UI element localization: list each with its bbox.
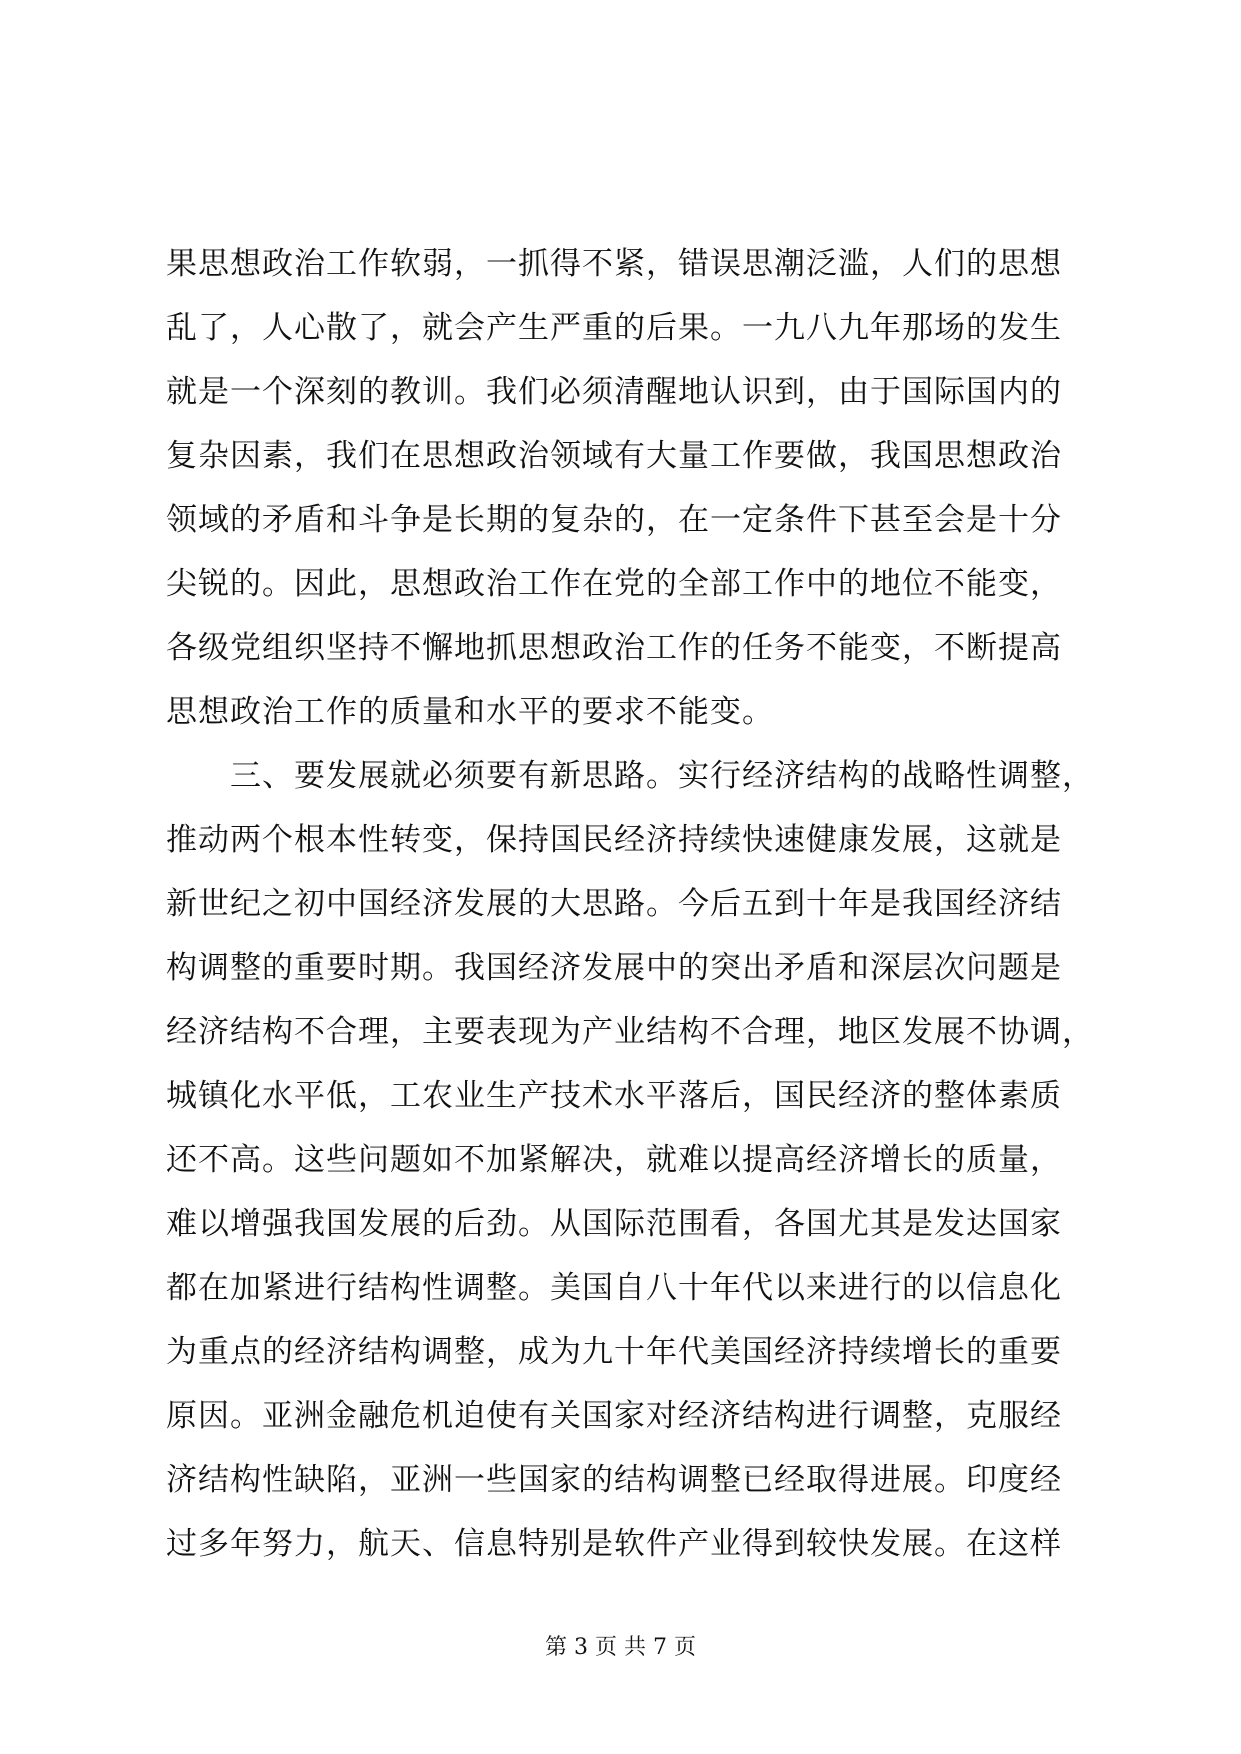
text-line: 济结构性缺陷，亚洲一些国家的结构调整已经取得进展。印度经 <box>166 1462 1062 1498</box>
text-line: 新世纪之初中国经济发展的大思路。今后五到十年是我国经济结 <box>166 886 1062 922</box>
text-line: 复杂因素，我们在思想政治领域有大量工作要做，我国思想政治 <box>166 438 1062 474</box>
page-number-footer: 第 3 页 共 7 页 <box>545 1635 696 1660</box>
text-line: 领域的矛盾和斗争是长期的复杂的，在一定条件下甚至会是十分 <box>166 502 1062 538</box>
text-line: 尖锐的。因此，思想政治工作在党的全部工作中的地位不能变， <box>166 566 1062 602</box>
text-line: 还不高。这些问题如不加紧解决，就难以提高经济增长的质量， <box>166 1142 1062 1178</box>
text-line: 果思想政治工作软弱，一抓得不紧，错误思潮泛滥，人们的思想 <box>166 246 1062 282</box>
document-body <box>166 232 1096 1576</box>
text-line: 过多年努力，航天、信息特别是软件产业得到较快发展。在这样 <box>166 1526 1062 1562</box>
text-line: 为重点的经济结构调整，成为九十年代美国经济持续增长的重要 <box>166 1334 1062 1370</box>
paragraph-start-line: 三、要发展就必须要有新思路。实行经济结构的战略性调整， <box>230 758 1094 794</box>
text-line: 构调整的重要时期。我国经济发展中的突出矛盾和深层次问题是 <box>166 950 1062 986</box>
text-line: 推动两个根本性转变，保持国民经济持续快速健康发展，这就是 <box>166 822 1062 858</box>
text-line: 原因。亚洲金融危机迫使有关国家对经济结构进行调整，克服经 <box>166 1398 1062 1434</box>
text-line: 思想政治工作的质量和水平的要求不能变。 <box>166 694 774 730</box>
text-line: 各级党组织坚持不懈地抓思想政治工作的任务不能变，不断提高 <box>166 630 1062 666</box>
text-line: 城镇化水平低，工农业生产技术水平落后，国民经济的整体素质 <box>166 1078 1062 1114</box>
text-line: 乱了，人心散了，就会产生严重的后果。一九八九年那场的发生 <box>166 310 1062 346</box>
text-line: 就是一个深刻的教训。我们必须清醒地认识到，由于国际国内的 <box>166 374 1062 410</box>
text-line: 经济结构不合理，主要表现为产业结构不合理，地区发展不协调， <box>166 1014 1094 1050</box>
text-line: 都在加紧进行结构性调整。美国自八十年代以来进行的以信息化 <box>166 1270 1062 1306</box>
text-line: 难以增强我国发展的后劲。从国际范围看，各国尤其是发达国家 <box>166 1206 1062 1242</box>
